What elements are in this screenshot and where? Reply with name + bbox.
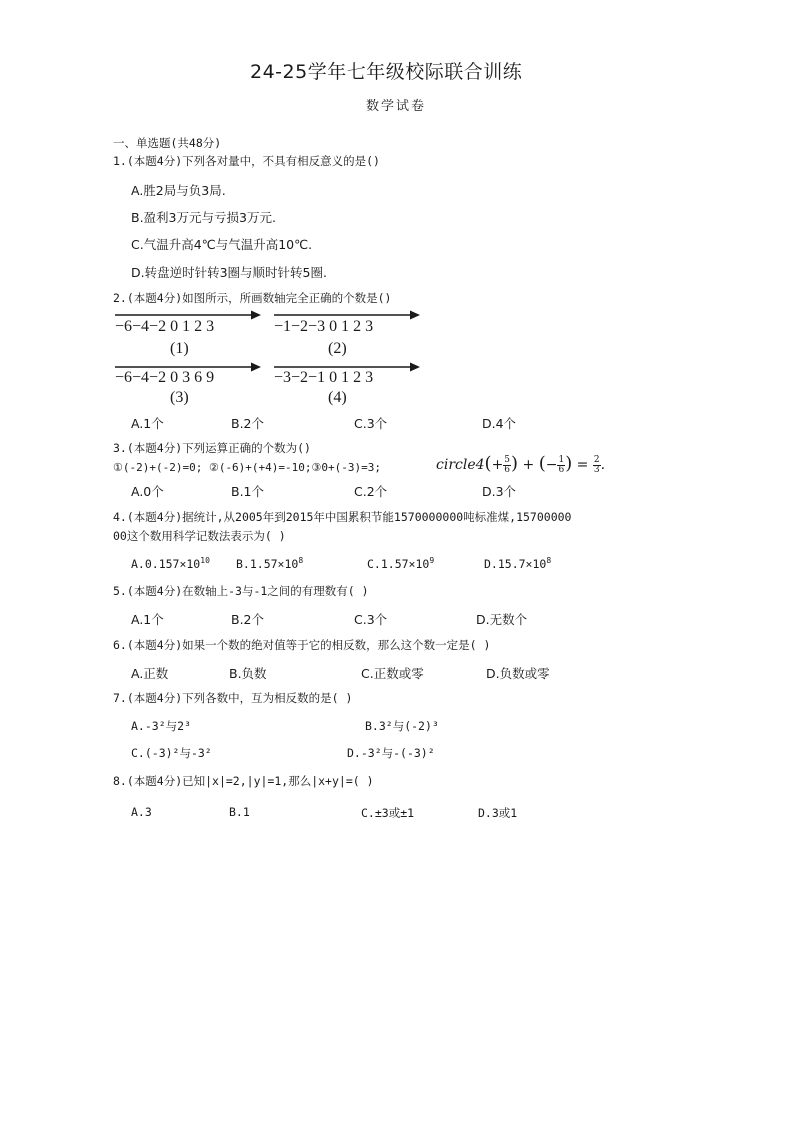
question-8-stem: 8.(本题4分)已知|x|=2,|y|=1,那么|x+y|=( ) — [113, 774, 374, 788]
question-4-option-c[interactable]: $C.1.57\times 10^9$ — [367, 556, 435, 571]
fraction-1: $\frac{5}{6}$ — [504, 454, 511, 475]
question-7-option-c[interactable]: C.(-3)²与-3² — [131, 746, 212, 760]
section-heading: 一、单选题(共48分) — [113, 136, 222, 150]
question-1-option-c[interactable]: C.气温升高4℃与气温升高10℃. — [131, 237, 313, 252]
question-1-stem: 1.(本题4分)下列各对量中，不具有相反意义的是() — [113, 154, 380, 168]
question-3-expressions: ①(-2)+(-2)=0; ②(-6)+(+4)=-10;③0+(-3)=3; — [113, 461, 381, 474]
question-3-option-d[interactable]: D.3个 — [482, 484, 517, 499]
question-4-option-a[interactable]: $A.0.157\times 10^{10}$ — [131, 556, 210, 571]
question-8-option-d[interactable]: D.3或1 — [478, 806, 518, 820]
question-2-option-b[interactable]: B.2个 — [231, 416, 265, 431]
question-8-option-b[interactable]: B.1 — [229, 805, 250, 819]
question-4-stem-line-2: 00这个数用科学记数法表示为( ) — [113, 529, 286, 543]
question-4-option-b[interactable]: $B.1.57\times 10^8$ — [236, 556, 304, 571]
page-title: 24-25学年七年级校际联合训练 — [250, 61, 523, 83]
question-6-option-d[interactable]: D.负数或零 — [486, 666, 550, 681]
question-2-option-a[interactable]: A.1个 — [131, 416, 164, 431]
question-8-option-c[interactable]: C.±3或±1 — [361, 806, 415, 820]
number-line-3-ticks: −6−4−2 0 3 6 9 — [115, 369, 215, 386]
number-line-3-label: (3) — [170, 389, 189, 406]
question-2-option-d[interactable]: D.4个 — [482, 416, 517, 431]
question-3-option-a[interactable]: A.0个 — [131, 484, 164, 499]
number-line-2-label: (2) — [328, 340, 347, 357]
question-6-option-a[interactable]: A.正数 — [131, 666, 169, 681]
number-line-4-ticks: −3−2−1 0 1 2 3 — [274, 369, 374, 386]
question-1-option-b[interactable]: B.盈利3万元与亏损3万元. — [131, 210, 276, 225]
question-5-option-b[interactable]: B.2个 — [231, 612, 265, 627]
question-4-option-d[interactable]: $D.15.7\times 10^8$ — [484, 556, 552, 571]
question-3-formula: circle4(+ $\frac{5}{6}$ ) + (− $\frac{1}{6}$ ) = $\frac{2}{3}$ . — [436, 453, 606, 475]
question-8-option-a[interactable]: A.3 — [131, 805, 152, 819]
question-1-option-d[interactable]: D.转盘逆时针转3圈与顺时针转5圈. — [131, 265, 327, 280]
question-5-option-c[interactable]: C.3个 — [354, 612, 388, 627]
number-line-1-ticks: −6−4−2 0 1 2 3 — [115, 318, 215, 335]
question-7-option-a[interactable]: A.-3²与2³ — [131, 719, 191, 733]
question-6-stem: 6.(本题4分)如果一个数的绝对值等于它的相反数，那么这个数一定是( ) — [113, 638, 491, 652]
fraction-2: $\frac{1}{6}$ — [558, 454, 565, 475]
question-3-option-b[interactable]: B.1个 — [231, 484, 265, 499]
question-2-option-c[interactable]: C.3个 — [354, 416, 388, 431]
page-subtitle: 数学试卷 — [366, 99, 427, 114]
number-line-4-label: (4) — [328, 389, 347, 406]
question-4-stem-line-1: 4.(本题4分)据统计,从2005年到2015年中国累积节能1570000000吨标准煤,15700000 — [113, 510, 572, 524]
question-6-option-c[interactable]: C.正数或零 — [361, 666, 424, 681]
number-line-2-ticks: −1−2−3 0 1 2 3 — [274, 318, 374, 335]
question-6-option-b[interactable]: B.负数 — [229, 666, 267, 681]
question-3-option-c[interactable]: C.2个 — [354, 484, 388, 499]
question-3-stem: 3.(本题4分)下列运算正确的个数为() — [113, 441, 311, 455]
question-7-stem: 7.(本题4分)下列各数中，互为相反数的是( ) — [113, 691, 353, 705]
question-7-option-d[interactable]: D.-3²与-(-3)² — [347, 746, 435, 760]
question-7-option-b[interactable]: B.3²与(-2)³ — [365, 719, 439, 733]
question-5-option-d[interactable]: D.无数个 — [476, 612, 528, 627]
fraction-3: $\frac{2}{3}$ — [593, 454, 600, 475]
number-line-1-label: (1) — [170, 340, 189, 357]
question-1-option-a[interactable]: A.胜2局与负3局. — [131, 183, 226, 198]
question-5-option-a[interactable]: A.1个 — [131, 612, 164, 627]
question-2-stem: 2.(本题4分)如图所示，所画数轴完全正确的个数是() — [113, 291, 392, 305]
formula-word: circle4 — [436, 457, 485, 473]
question-5-stem: 5.(本题4分)在数轴上-3与-1之间的有理数有( ) — [113, 584, 369, 598]
